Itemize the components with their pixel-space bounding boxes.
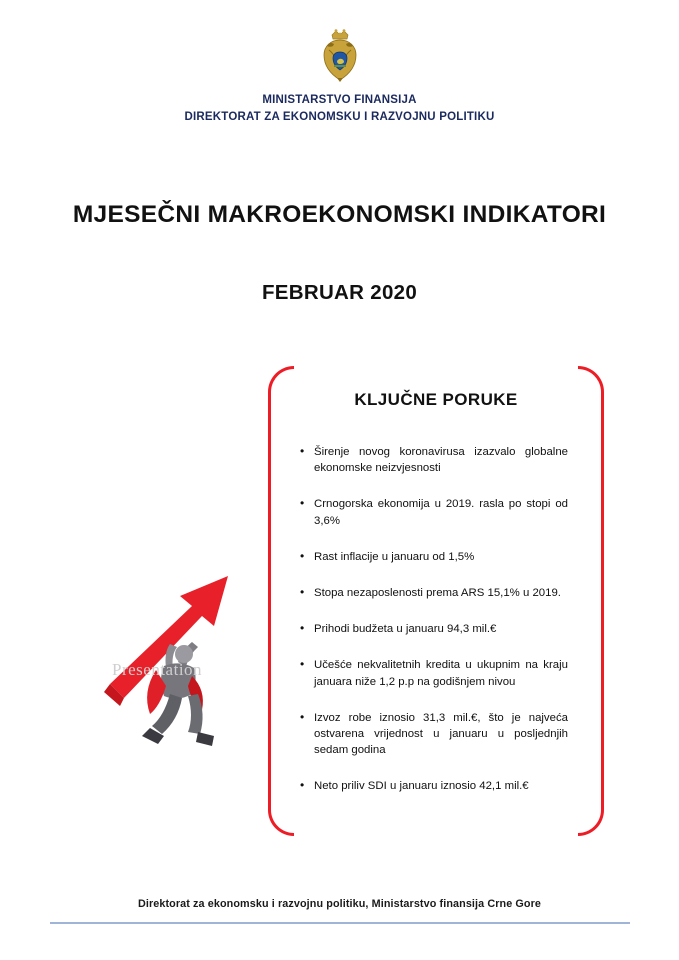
list-item: • Stopa nezaposlenosti prema ARS 15,1% u 2019. — [314, 585, 568, 601]
key-messages-title: KLJUČNE PORUKE — [354, 390, 518, 409]
list-item: • Crnogorska ekonomija u 2019. rasla po stopi od 3,6% — [314, 496, 568, 528]
report-period: FEBRUAR 2020 — [261, 280, 418, 304]
footer-attribution: Direktorat za ekonomsku i razvojnu politiku, Ministarstvo finansija Crne Gore — [137, 898, 542, 910]
key-messages-panel — [268, 366, 604, 836]
person-lifting-red-growth-arrow-illustration — [96, 558, 276, 796]
document-header — [0, 0, 679, 127]
key-messages-list — [290, 444, 582, 794]
ministry-name: MINISTARSTVO FINANSIJA — [262, 94, 417, 106]
document-footer — [0, 898, 679, 924]
list-item: • Neto priliv SDI u januaru iznosio 42,1 mil.€ — [314, 778, 568, 794]
watermark-text: Presentation — [112, 660, 203, 679]
montenegro-coat-of-arms-icon — [310, 28, 370, 84]
directorate-name: DIREKTORAT ZA EKONOMSKU I RAZVOJNU POLITIKU — [184, 111, 495, 124]
list-item: • Prihodi budžeta u januaru 94,3 mil.€ — [314, 621, 568, 637]
footer-divider — [50, 922, 630, 924]
list-item: • Učešće nekvalitetnih kredita u ukupnim na kraju januara niže 1,2 p.p na godišnjem nivou — [314, 657, 568, 689]
page-title: MJESEČNI MAKROEKONOMSKI INDIKATORI — [72, 200, 607, 228]
list-item: • Izvoz robe iznosio 31,3 mil.€, što je najveća ostvarena vrijednost u januaru u posljednjih sedam godina — [314, 710, 568, 759]
list-item: • Rast inflacije u januaru od 1,5% — [314, 549, 568, 565]
list-item: • Širenje novog koronavirusa izazvalo globalne ekonomske neizvjesnosti — [314, 444, 568, 476]
